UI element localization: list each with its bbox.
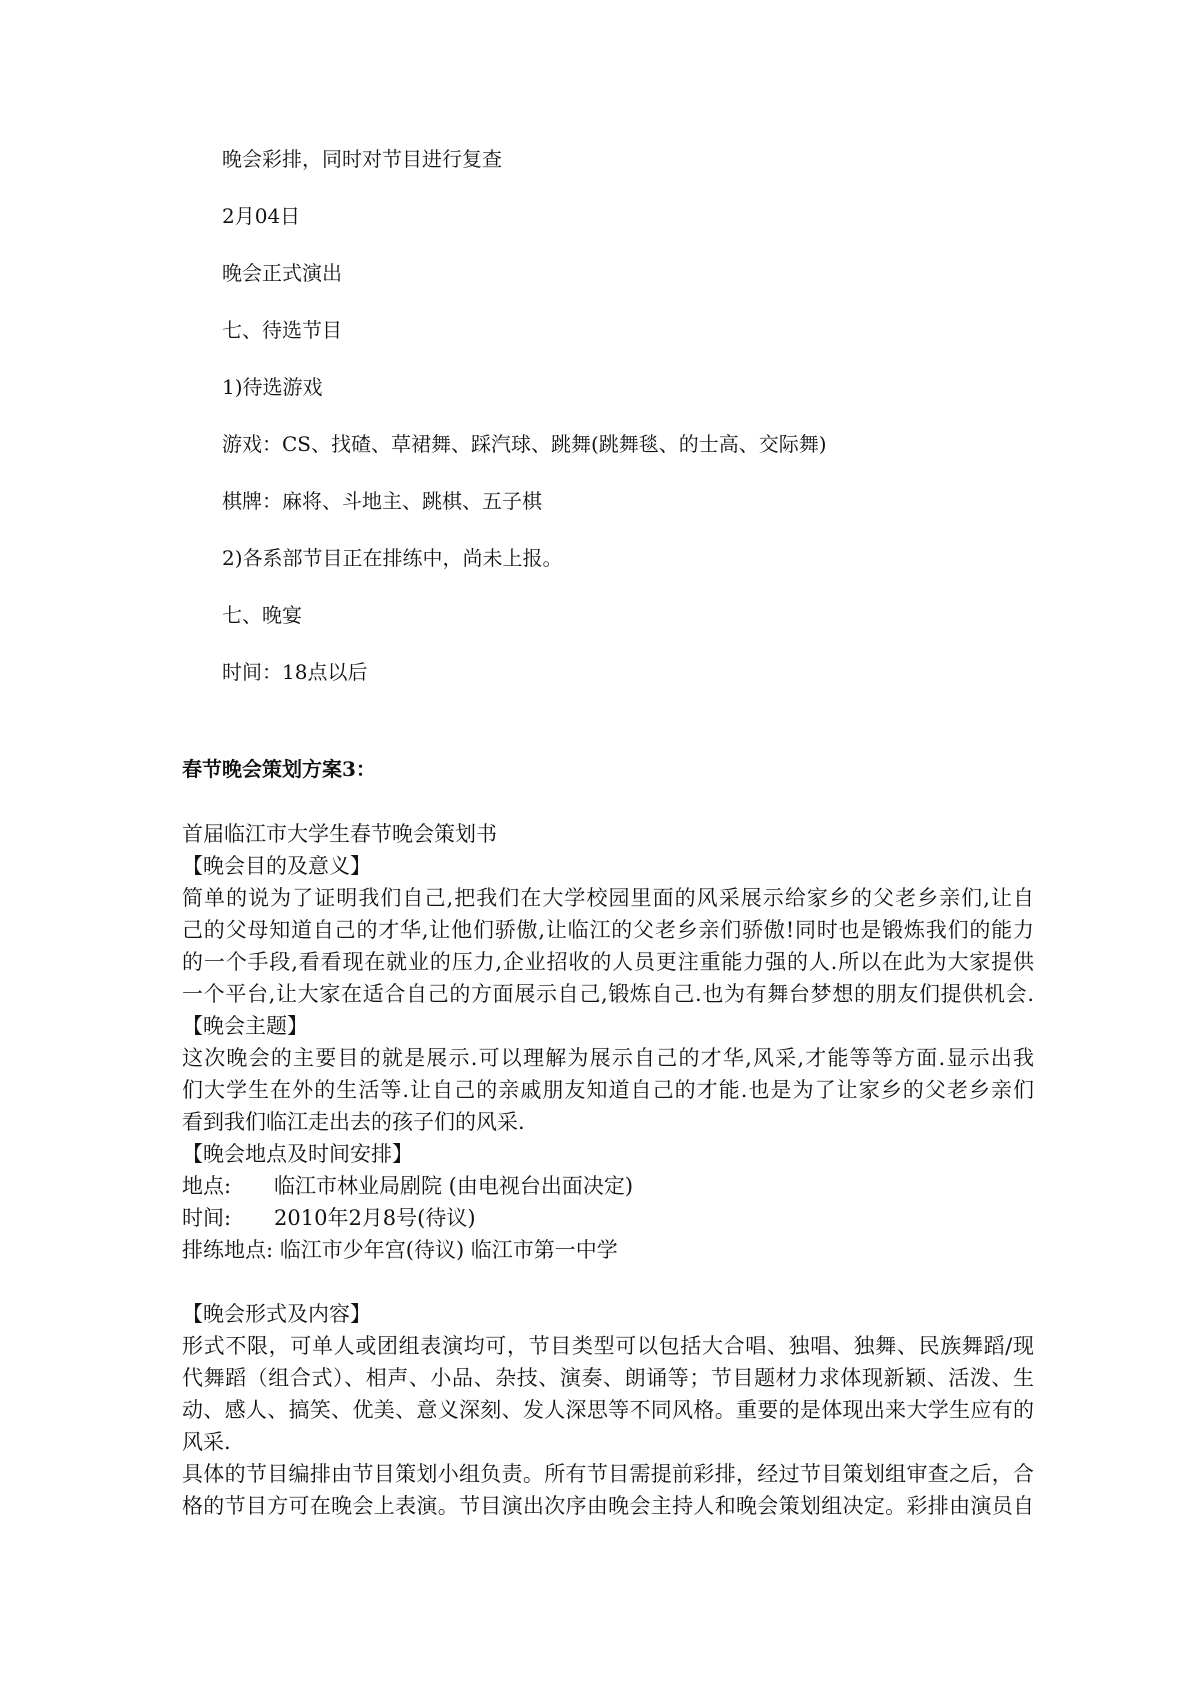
paragraph-line: 晚会彩排，同时对节目进行复查 xyxy=(222,147,502,171)
subsection-heading: 【晚会形式及内容】 xyxy=(182,1302,371,1326)
venue-value: 临江市林业局剧院 (由电视台出面决定) xyxy=(274,1174,634,1198)
paragraph-line: 游戏：CS、找碴、草裙舞、踩汽球、跳舞(跳舞毯、的士高、交际舞) xyxy=(222,432,827,456)
paragraph-line: 形式不限，可单人或团组表演均可，节目类型可以包括大合唱、独唱、独舞、民族舞蹈/现 xyxy=(182,1334,1034,1358)
paragraph-line: 具体的节目编排由节目策划小组负责。所有节目需提前彩排，经过节目策划组审查之后，合 xyxy=(182,1462,1034,1486)
paragraph-line: 晚会正式演出 xyxy=(222,261,342,285)
time-row xyxy=(182,1203,476,1233)
paragraph-line: 格的节目方可在晚会上表演。节目演出次序由晚会主持人和晚会策划组决定。彩排由演员自 xyxy=(182,1494,1034,1518)
document-title: 首届临江市大学生春节晚会策划书 xyxy=(182,822,497,846)
paragraph-line: 棋牌：麻将、斗地主、跳棋、五子棋 xyxy=(222,489,542,513)
venue-row xyxy=(182,1171,633,1201)
paragraph-line: 一个平台,让大家在适合自己的方面展示自己,锻炼自己.也为有舞台梦想的朋友们提供机会. xyxy=(182,982,1034,1006)
subsection-heading: 【晚会主题】 xyxy=(182,1014,308,1038)
paragraph-line: 时间：18点以后 xyxy=(222,660,368,684)
paragraph-line: 己的父母知道自己的才华,让他们骄傲,让临江的父老乡亲们骄傲!同时也是锻炼我们的能力 xyxy=(182,918,1034,942)
paragraph-line: 看到我们临江走出去的孩子们的风采. xyxy=(182,1110,525,1134)
paragraph-line: 动、感人、搞笑、优美、意义深刻、发人深思等不同风格。重要的是体现出来大学生应有的 xyxy=(182,1398,1034,1422)
paragraph-line: 们大学生在外的生活等.让自己的亲戚朋友知道自己的才能.也是为了让家乡的父老乡亲们 xyxy=(182,1078,1034,1102)
venue-label: 地点: xyxy=(182,1174,232,1198)
paragraph-line: 2)各系部节目正在排练中，尚未上报。 xyxy=(222,546,563,570)
subsection-heading: 【晚会地点及时间安排】 xyxy=(182,1142,413,1166)
paragraph-line: 简单的说为了证明我们自己,把我们在大学校园里面的风采展示给家乡的父老乡亲们,让自 xyxy=(182,886,1034,910)
time-value: 2010年2月8号(待议) xyxy=(274,1206,476,1230)
paragraph-line: 1)待选游戏 xyxy=(222,375,323,399)
paragraph-line: 2月04日 xyxy=(222,204,301,228)
paragraph-line: 这次晚会的主要目的就是展示.可以理解为展示自己的才华,风采,才能等等方面.显示出我 xyxy=(182,1046,1034,1070)
paragraph-line: 风采. xyxy=(182,1430,231,1454)
rehearsal-row: 排练地点: 临江市少年宫(待议) 临江市第一中学 xyxy=(182,1238,618,1262)
section-heading: 七、待选节目 xyxy=(222,318,342,342)
paragraph-line: 代舞蹈（组合式）、相声、小品、杂技、演奏、朗诵等；节目题材力求体现新颖、活泼、生 xyxy=(182,1366,1034,1390)
section-heading: 七、晚宴 xyxy=(222,603,302,627)
subsection-heading: 【晚会目的及意义】 xyxy=(182,854,371,878)
paragraph-line: 的一个手段,看看现在就业的压力,企业招收的人员更注重能力强的人.所以在此为大家提供 xyxy=(182,950,1034,974)
time-label: 时间: xyxy=(182,1206,232,1230)
plan-heading: 春节晚会策划方案3： xyxy=(182,757,376,781)
